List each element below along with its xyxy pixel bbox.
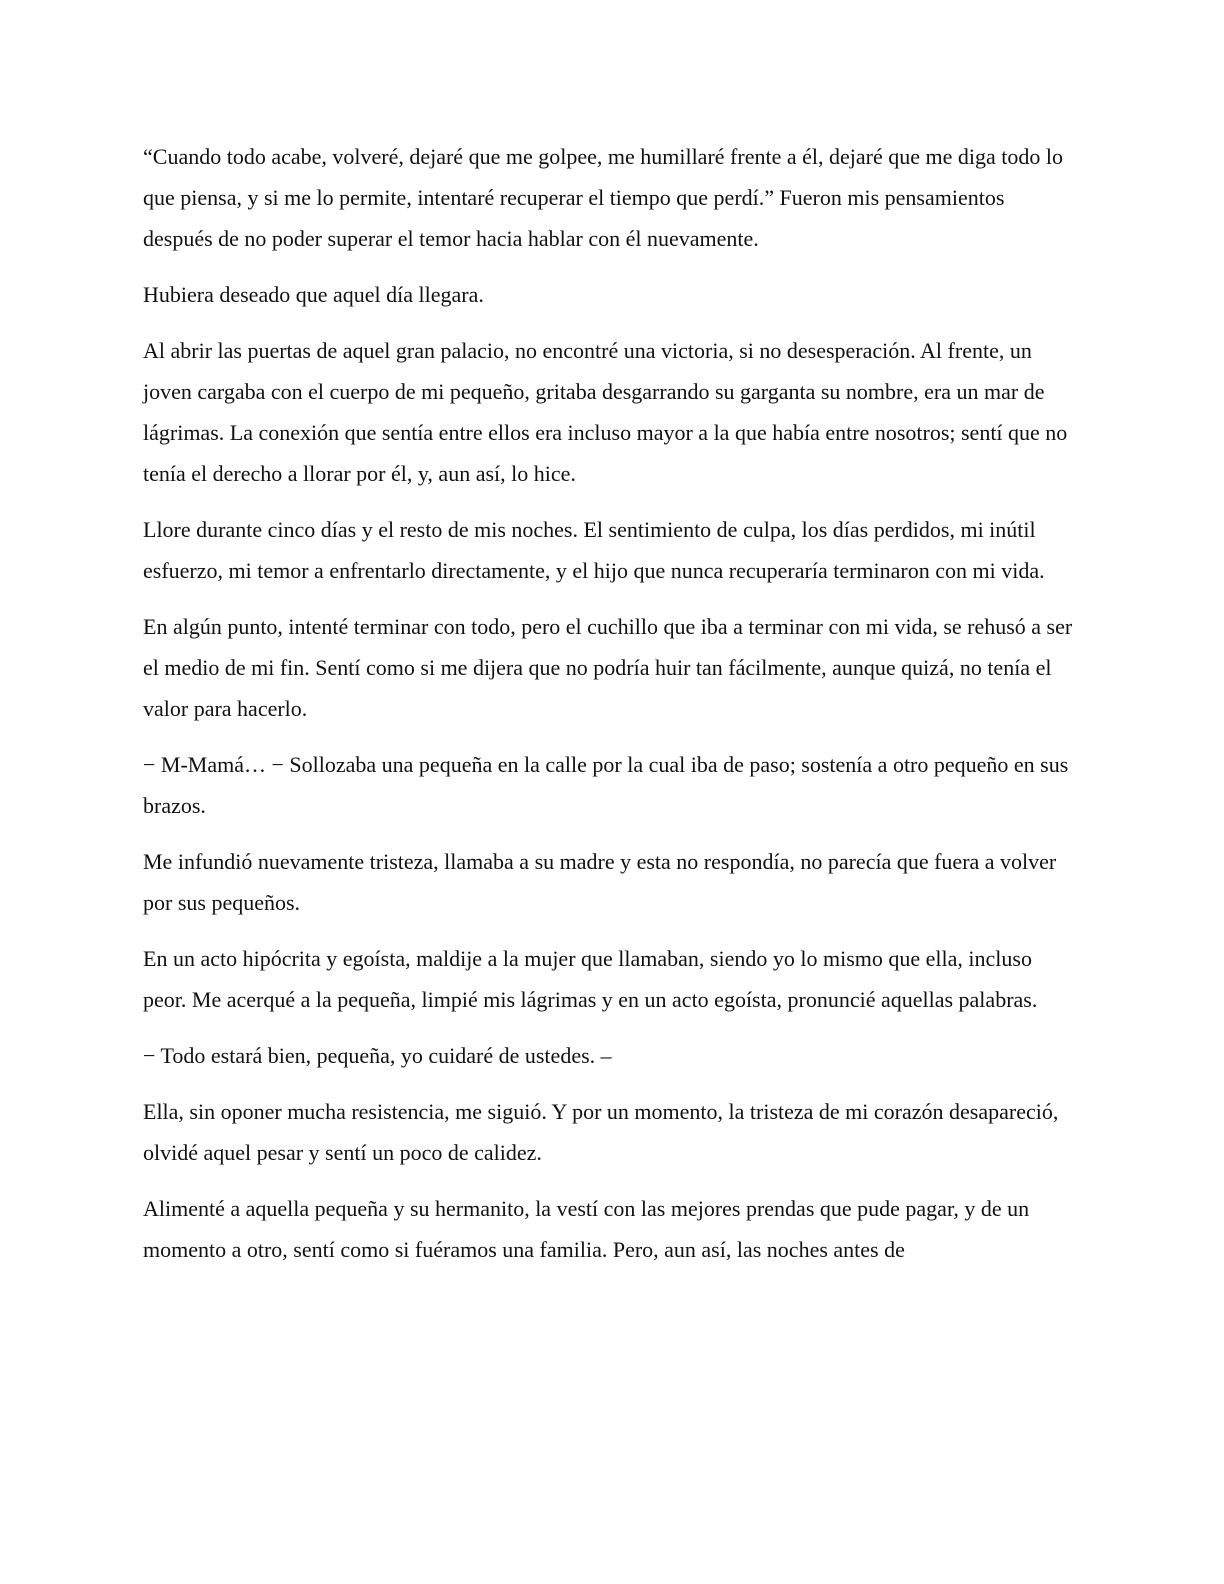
paragraph: Llore durante cinco días y el resto de mis noches. El sentimiento de culpa, los días perdidos, mi inútil esfuerzo, mi temor a enfrentarlo directamente, y el hijo que nunca recuperaría terminaron con mi vida. — [143, 517, 1045, 583]
paragraph: En algún punto, intenté terminar con todo, pero el cuchillo que iba a terminar con mi vida, se rehusó a ser el medio de mi fin. Sentí como si me dijera que no podría huir tan fácilmente, aunque quizá, no tenía el valor para hacerlo. — [143, 614, 1073, 721]
document-body — [143, 136, 1073, 1285]
dialogue-paragraph: − Todo estará bien, pequeña, yo cuidaré de ustedes. – — [143, 1043, 612, 1068]
paragraph: Al abrir las puertas de aquel gran palacio, no encontré una victoria, si no desesperación. Al frente, un joven cargaba con el cuerpo de mi pequeño, gritaba desgarrando su garganta su nombre, era un mar de lágrimas. La conexión que sentía entre ellos era incluso mayor a la que había entre nosotros; sentí que no tenía el derecho a llorar por él, y, aun así, lo hice. — [143, 338, 1068, 486]
paragraph: En un acto hipócrita y egoísta, maldije a la mujer que llamaban, siendo yo lo mismo que ella, incluso peor. Me acerqué a la pequeña, limpié mis lágrimas y en un acto egoísta, pronuncié aquellas palabras. — [143, 946, 1038, 1012]
dialogue-paragraph: − M-Mamá… − Sollozaba una pequeña en la calle por la cual iba de paso; sostenía a otro pequeño en sus brazos. — [143, 752, 1069, 818]
paragraph: “Cuando todo acabe, volveré, dejaré que me golpee, me humillaré frente a él, dejaré que me diga todo lo que piensa, y si me lo permite, intentaré recuperar el tiempo que perdí.” Fueron mis pensamientos después de no poder superar el temor hacia hablar con él nuevamente. — [143, 144, 1063, 251]
paragraph: Me infundió nuevamente tristeza, llamaba a su madre y esta no respondía, no parecía que fuera a volver por sus pequeños. — [143, 849, 1057, 915]
paragraph: Alimenté a aquella pequeña y su hermanito, la vestí con las mejores prendas que pude pagar, y de un momento a otro, sentí como si fuéramos una familia. Pero, aun así, las noches antes de — [143, 1196, 1030, 1262]
paragraph: Ella, sin oponer mucha resistencia, me siguió. Y por un momento, la tristeza de mi corazón desapareció, olvidé aquel pesar y sentí un poco de calidez. — [143, 1099, 1059, 1165]
paragraph: Hubiera deseado que aquel día llegara. — [143, 282, 484, 307]
